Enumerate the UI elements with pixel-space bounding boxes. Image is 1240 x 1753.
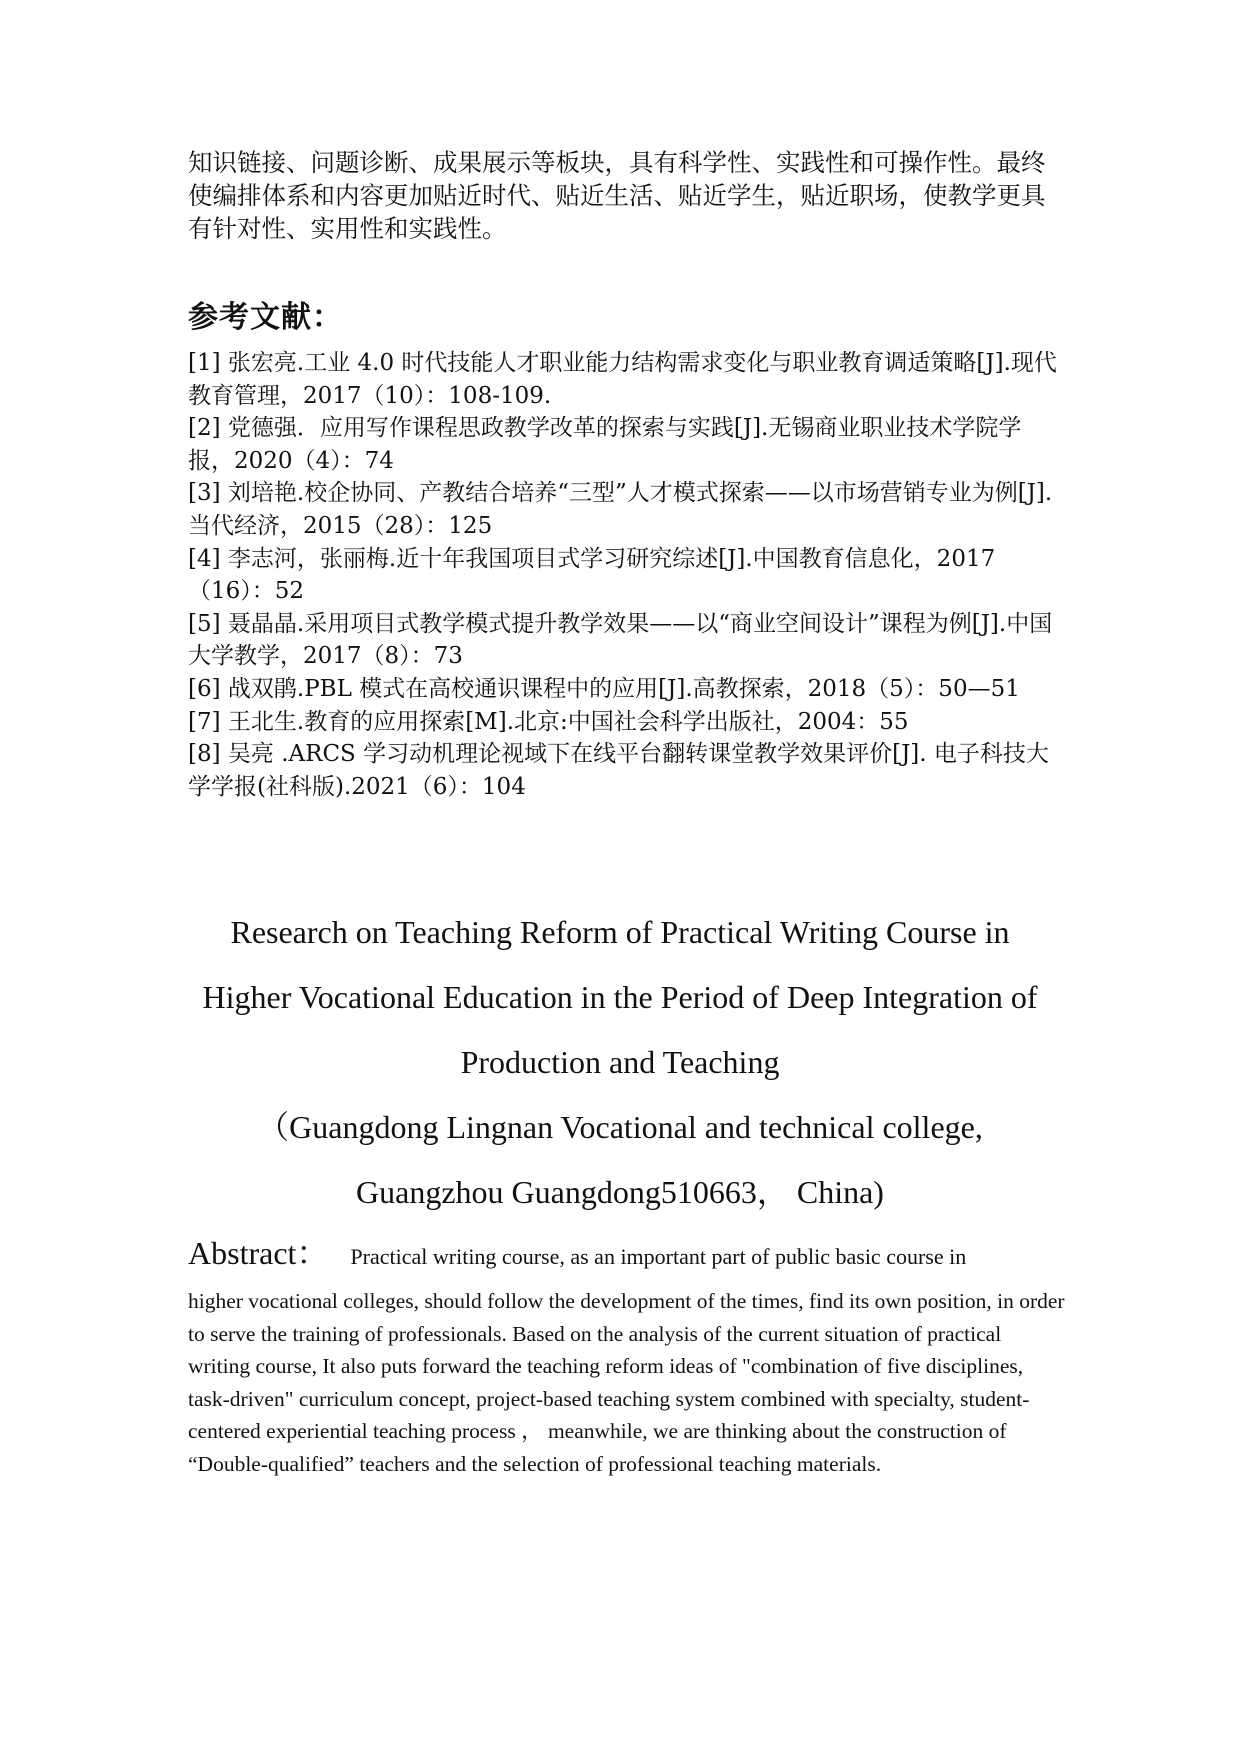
english-title-block: [120, 900, 1120, 1225]
reference-item: [6] 战双鹃.PBL 模式在高校通识课程中的应用[J].高教探索，2018（5）：50—51: [188, 675, 1020, 702]
affiliation-line: Guangzhou Guangdong510663， China): [356, 1174, 884, 1210]
abstract-body: higher vocational colleges, should follow the development of the times, find its own position, in order to serve the training of professionals. Based on the analysis of the current situation of practical writing course, It also puts forward the teaching reform ideas of "combination of five disciplines, task-driven" curriculum concept, project-based teaching system combined with specialty, student-centered experiential teaching process ， meanwhile, we are thinking about the construction of “Double-qualified” teachers and the selection of professional teaching materials.: [188, 1289, 1065, 1476]
english-title-line: Production and Teaching: [460, 1044, 780, 1080]
affiliation-line: （Guangdong Lingnan Vocational and technical college,: [257, 1109, 983, 1145]
reference-item: [4] 李志河，张丽梅.近十年我国项目式学习研究综述[J].中国教育信息化，2017（16）：52: [188, 545, 996, 605]
reference-item: [5] 聂晶晶.采用项目式教学模式提升教学效果——以“商业空间设计”课程为例[J].中国大学教学，2017（8）：73: [188, 610, 1053, 670]
reference-item: [1] 张宏亮.工业 4.0 时代技能人才职业能力结构需求变化与职业教育调适策略[J].现代教育管理，2017（10）：108-109.: [188, 350, 1057, 409]
reference-item: [2] 党德强．应用写作课程思政教学改革的探索与实践[J].无锡商业职业技术学院学报，2020（4）：74: [188, 415, 1022, 474]
reference-item: [8] 吴亮 .ARCS 学习动机理论视域下在线平台翻转课堂教学效果评价[J]. 电子科技大学学报(社科版).2021（6）：104: [188, 741, 1049, 800]
intro-section: [188, 146, 1058, 245]
abstract-section: [188, 1235, 1068, 1480]
intro-paragraph: 知识链接、问题诊断、成果展示等板块，具有科学性、实践性和可操作性。最终使编排体系和内容更加贴近时代、贴近生活、贴近学生，贴近职场，使教学更具有针对性、实用性和实践性。: [188, 148, 1046, 243]
english-title-line: Research on Teaching Reform of Practical Writing Course in: [230, 914, 1010, 950]
reference-list: [188, 347, 1058, 803]
english-title-line: Higher Vocational Education in the Period of Deep Integration of: [202, 979, 1038, 1015]
reference-item: [3] 刘培艳.校企协同、产教结合培养“三型”人才模式探索——以市场营销专业为例[J].当代经济，2015（28）：125: [188, 480, 1053, 539]
abstract-label: Abstract：: [188, 1235, 329, 1271]
references-heading: 参考文献：: [188, 300, 343, 335]
abstract-first-text: Practical writing course, as an important part of public basic course in: [350, 1244, 967, 1269]
abstract-first-line: [188, 1235, 1068, 1275]
reference-item: [7] 王北生.教育的应用探索[M].北京:中国社会科学出版社，2004：55: [188, 708, 909, 735]
